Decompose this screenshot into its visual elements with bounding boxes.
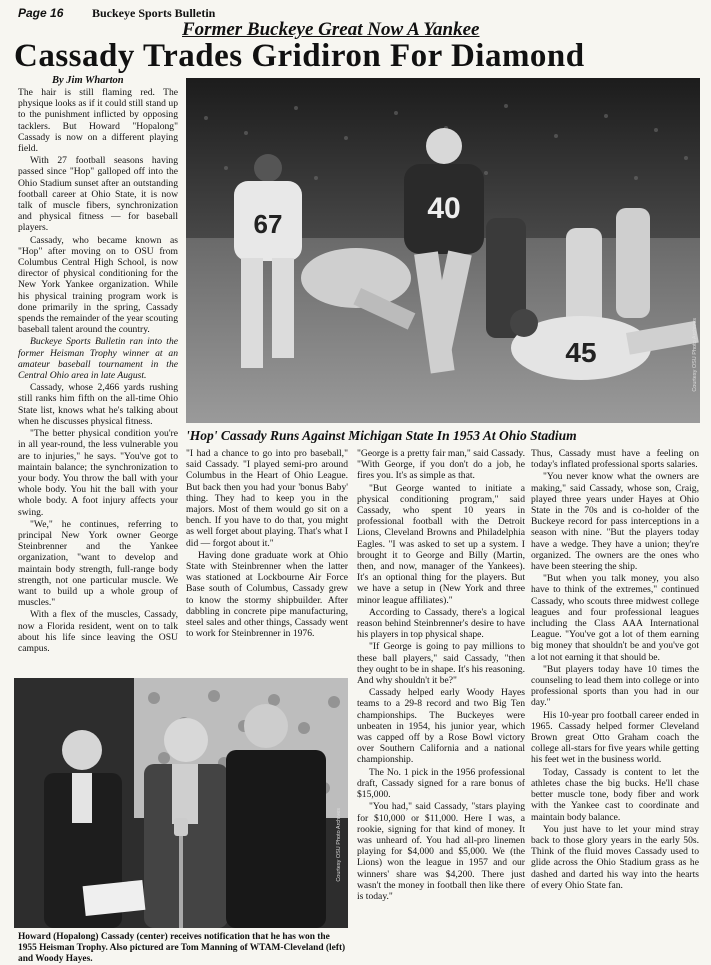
photo-caption: Howard (Hopalong) Cassady (center) receives notification that he has won the 1955 Heisman Trophy. Also pictured are Tom Manning of WTAM-Cleveland (left) and Woody Hayes. <box>18 932 346 964</box>
heisman-photo <box>14 678 348 928</box>
photo-caption: 'Hop' Cassady Runs Against Michigan State In 1953 At Ohio Stadium <box>186 428 577 443</box>
paragraph: "George is a pretty fair man," said Cassady. "With George, if you don't do a job, he fires you. It's as simple as that. <box>357 448 525 482</box>
paragraph: According to Cassady, there's a logical reason behind Steinbrenner's desire to have his players in top physical shape. <box>357 606 525 641</box>
heisman-scene-illustration <box>14 678 348 928</box>
jersey-number-40: 40 <box>427 192 461 225</box>
byline: By Jim Wharton <box>52 75 124 86</box>
paragraph: "The better physical condition you're in all year-round, the less vulnerable you are to injuries," he says. "You've got to maintain balance; the synchronization to your body. You throw the ball with your whole body. You hit the ball with your whole body. A foot injury affects your swing. <box>18 428 178 518</box>
paragraph: With 27 football seasons having passed since "Hop" galloped off into the Ohio Stadium sunset after an outstanding football career at Ohio State, it is now talk of muscle fibers, synchronization and physical fitness — for baseball players. <box>18 155 178 234</box>
paragraph: The No. 1 pick in the 1956 professional draft, Cassady signed for a rare bonus of $15,000. <box>357 766 525 801</box>
paragraph: "If George is going to pay millions to these ball players," said Cassady, "then they ought to be in shape. It's his reasoning. And why shouldn't it be?" <box>357 641 525 687</box>
paragraph: "You never know what the owners are making," said Cassady, whose son, Craig, played three years under Hayes at Ohio State in the 70s and is co-holder of the Buckeye record for pass interceptions in a season with nine. "But the players today have a wedge. They have a union; they're organized. The owners are the ones who have been steering the ship. <box>531 471 699 573</box>
paragraph: Cassady helped early Woody Hayes teams to a 29-8 record and two Big Ten championships. The Buckeyes were unbeaten in 1954, his junior year, which was capped off by a Rose Bowl victory over Southern California and a national championship. <box>357 687 525 766</box>
microphone-icon <box>174 818 188 836</box>
photo-credit: Courtesy OSU Photo Archives <box>336 808 342 882</box>
paragraph: His 10-year pro football career ended in 1965. Cassady helped former Cleveland Brown great Otto Graham coach the college all-stars for five years while getting his feet wet in the business world. <box>531 709 699 766</box>
paragraph: Cassady, whose 2,466 yards rushing still ranks him fifth on the all-time Ohio State list, knows what he's talking about when he discusses physical fitness. <box>18 382 178 427</box>
jersey-number-67: 67 <box>253 209 283 239</box>
paragraph: Buckeye Sports Bulletin ran into the former Heisman Trophy winner at an amateur baseball tournament in the Central Ohio area in late August. <box>18 336 178 382</box>
kicker-headline: Former Buckeye Great Now A Yankee <box>182 19 480 40</box>
article-column-2 <box>186 448 348 680</box>
paragraph: The hair is still flaming red. The physique looks as if it could still stand up to the punishment inflicted by opposing tacklers. But Howard "Hopalong" Cassady is now on a different playing field. <box>18 87 178 155</box>
paragraph: Thus, Cassady must have a feeling on today's inflated professional sports salaries. <box>531 448 699 471</box>
paragraph: "You had," said Cassady, "stars playing for $10,000 or $11,000. Here I was, a rookie, signing for that kind of money. It was unheard of. You had all-pro linemen playing for $4,000 and $5,000. We (the Lions) won the league in 1957 and our winners' share was $4,200. There just wasn't the money in football then like there is today." <box>357 801 525 902</box>
paragraph: "I had a chance to go into pro baseball," said Cassady. "I played semi-pro around Columbus in the Heart of Ohio League. But back then you had your 'bonus Baby' thing. They had to keep you in the majors. Most of them would go sit on a bench. If you have to do that, you might as well forget about playing. That's what I did — forgot about it." <box>186 448 348 549</box>
football-scene-illustration <box>186 78 700 423</box>
article-column-4 <box>531 448 699 953</box>
paragraph: You just have to let your mind stray back to those glory years in the early 50s. Think of the fluid moves Cassady used to glide across the Ohio Stadium grass as he dashed and darted his way into the hearts of every Ohio State fan. <box>531 823 699 891</box>
paragraph: "But George wanted to initiate a physical conditioning program," said Cassady, who spent 10 years in professional football with the Detroit Lions, Cleveland Browns and Philadelphia Eagles. "I was asked to set up a system. I brought it to George and Billy (Martin, then, and now, manager of the Yankees). It's an optional thing for the players. But we have a setup in (New York and three minor league affiliates)." <box>357 482 525 606</box>
article-column-3 <box>357 448 525 953</box>
page-number: Page 16 <box>18 6 64 20</box>
paragraph: With a flex of the muscles, Cassady, now a Florida resident, went on to talk about his life since leaving the OSU campus. <box>18 609 178 654</box>
paragraph: Having done graduate work at Ohio State with Steinbrenner when the latter was stationed at Lockbourne Air Force Base south of Columbus, Cassady grew to know the stormy shipbuilder. After dabbling in concrete pipe manufacturing, steel sales and other things, Cassady went to work for Steinbrenner in 1976. <box>186 549 348 640</box>
football-action-photo <box>186 78 700 423</box>
notification-paper <box>83 880 146 916</box>
article-column-1 <box>18 87 178 675</box>
jersey-number-45: 45 <box>565 337 597 368</box>
paragraph: Today, Cassady is content to let the athletes chase the big bucks. He'll chase better muscle tone, body fiber and work with the Yankee cast to coordinate and maintain body balance. <box>531 766 699 823</box>
paragraph: "But when you talk money, you also have to think of the extremes," continued Cassady, who scouts three midwest college leagues and four professional leagues including the Class AAA International League. "You've got a lot of them earning big money that shouldn't be and you've got a lot not earning it that should be. <box>531 573 699 663</box>
paragraph: Cassady, who became known as "Hop" after moving on to OSU from Columbus Central High School, is now director of physical conditioning for the New York Yankee organization. While his physical training program work is done primarily in the spring, Cassady spends the remainder of the year scouting baseball talent around the country. <box>18 234 178 336</box>
paragraph: "But players today have 10 times the counseling to lead them into college or into professional sports than you had in our day." <box>531 663 699 709</box>
main-headline: Cassady Trades Gridiron For Diamond <box>14 38 585 74</box>
publication-name: Buckeye Sports Bulletin <box>92 6 216 20</box>
photo-credit: Courtesy OSU Photo Archives <box>692 318 698 392</box>
paragraph: "We," he continues, referring to principal New York owner George Steinbrenner and the Yankee organization, "want to develop and maintain body strength, full-range body strength, not one particular muscle. We want to build up a whole group of muscles." <box>18 518 178 609</box>
microphone-stand <box>179 828 183 928</box>
